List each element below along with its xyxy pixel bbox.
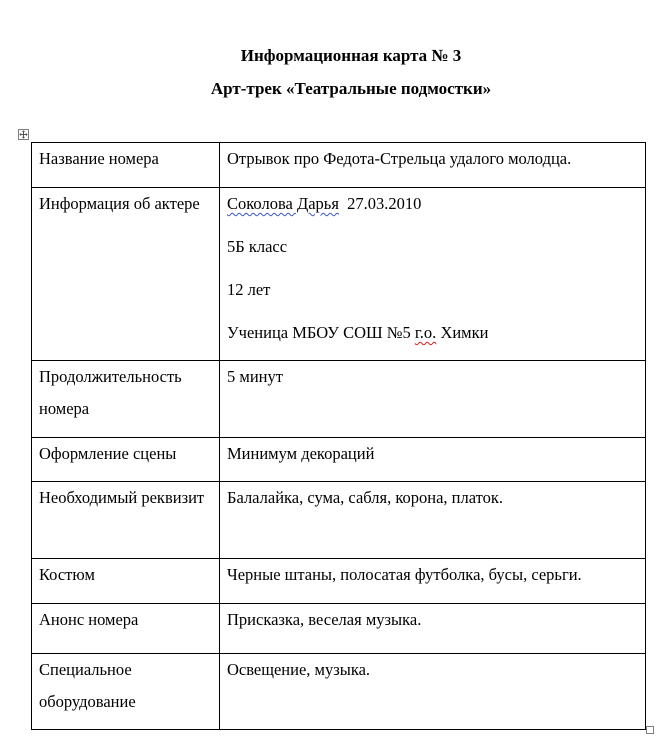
row-label[interactable]: Оформление сцены: [32, 438, 220, 482]
row-label[interactable]: Продолжительность номера: [32, 361, 220, 438]
table-row: [32, 143, 646, 188]
row-value[interactable]: Черные штаны, полосатая футболка, бусы, серьги.: [220, 559, 646, 604]
row-label[interactable]: Костюм: [32, 559, 220, 604]
table-row: [32, 361, 646, 438]
actor-name-line: [227, 188, 641, 220]
row-value[interactable]: Отрывок про Федота-Стрельца удалого молодца.: [220, 143, 646, 188]
table-row: [32, 188, 646, 361]
actor-school-prefix: Ученица МБОУ СОШ №5: [227, 323, 415, 342]
actor-name: Соколова Дарья: [227, 194, 339, 213]
row-value[interactable]: Балалайка, сума, сабля, корона, платок.: [220, 482, 646, 559]
actor-age: 12 лет: [227, 280, 271, 299]
actor-school-suffix: Химки: [436, 323, 489, 342]
row-value[interactable]: Присказка, веселая музыка.: [220, 604, 646, 654]
table-row: [32, 604, 646, 654]
table-move-handle-icon[interactable]: [18, 129, 29, 140]
row-label[interactable]: Название номера: [32, 143, 220, 188]
table-row: [32, 559, 646, 604]
document-subtitle: Арт-трек «Театральные подмостки»: [210, 79, 492, 98]
row-value[interactable]: 5 минут: [220, 361, 646, 438]
table-row: [32, 482, 646, 559]
actor-grade: 5Б класс: [227, 237, 288, 256]
row-value[interactable]: Минимум декораций: [220, 438, 646, 482]
row-label[interactable]: Информация об актере: [32, 188, 220, 361]
table-resize-handle-icon[interactable]: [646, 726, 654, 734]
actor-school-abbr: г.о.: [414, 323, 437, 342]
info-card-table: [31, 142, 646, 730]
table-row: [32, 654, 646, 730]
row-label[interactable]: Специальное оборудование: [32, 654, 220, 730]
actor-school-line: [227, 317, 641, 349]
actor-birthdate: 27.03.2010: [347, 194, 422, 213]
row-value[interactable]: Освещение, музыка.: [220, 654, 646, 730]
actor-info-cell[interactable]: [220, 188, 646, 361]
row-label[interactable]: Анонс номера: [32, 604, 220, 654]
row-label[interactable]: Необходимый реквизит: [32, 482, 220, 559]
document-title: Информационная карта № 3: [240, 46, 462, 65]
table-row: [32, 438, 646, 482]
